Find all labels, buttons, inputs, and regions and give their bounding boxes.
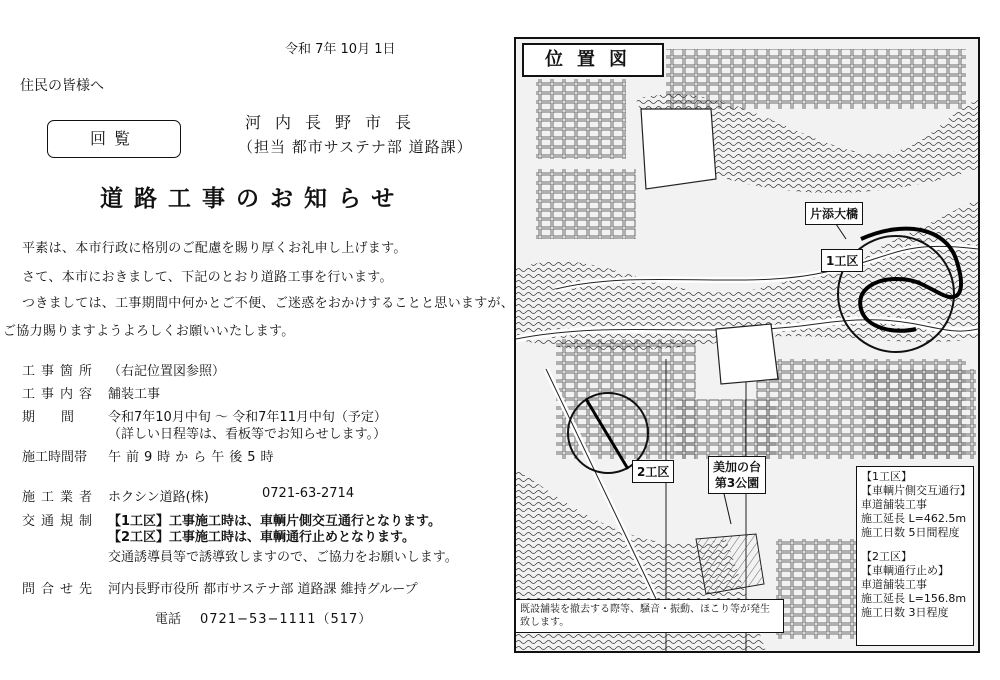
- contact-label: 問合せ先: [22, 582, 99, 597]
- map-title: 位置図: [522, 43, 664, 77]
- legend-zone2-days: 施工日数 3日程度: [861, 606, 949, 619]
- legend-zone1-regulation: 【車輌片側交互通行】: [861, 484, 971, 497]
- location-label: 工事箇所: [22, 364, 99, 379]
- recipient: 住民の皆様へ: [20, 78, 104, 94]
- legend-zone1-length: 施工延長 L=462.5m: [861, 512, 967, 525]
- map-note: 既設舗装を撤去する際等、騒音・振動、ほこり等が発生致します。: [514, 599, 784, 633]
- period-label: 期 間: [22, 410, 75, 425]
- park-label-line-1: 美加の台: [713, 460, 762, 474]
- intro-line-2: さて、本市におきまして、下記のとおり道路工事を行います。: [22, 270, 393, 285]
- period-value: 令和7年10月中旬 ～ 令和7年11月中旬（予定）: [108, 410, 387, 425]
- location-map: [514, 37, 980, 653]
- traffic-zone-2: 【2工区】工事施工時は、車輌通行止めとなります。: [108, 530, 416, 545]
- notice-date: 令和 7年 10月 1日: [285, 42, 396, 57]
- intro-line-4: ご協力賜りますようよろしくお願いいたします。: [3, 324, 295, 339]
- sender: 河内長野市長: [245, 113, 426, 132]
- zone-1-label: 1工区: [821, 249, 863, 272]
- phone-label: 電話: [155, 612, 182, 627]
- bridge-label: 片添大橋: [805, 202, 863, 225]
- legend-zone1-days: 施工日数 5日間程度: [861, 526, 960, 539]
- traffic-note: 交通誘導員等で誘導致しますので、ご協力をお願いします。: [108, 550, 458, 565]
- content-label: 工事内容: [22, 387, 99, 402]
- content-value: 舗装工事: [108, 387, 161, 402]
- circular-label: 回覧: [47, 120, 181, 158]
- contractor-name: ホクシン道路(株): [108, 490, 209, 505]
- location-value: （右記位置図参照）: [108, 364, 226, 379]
- legend-zone2-title: 【2工区】: [861, 550, 912, 563]
- legend-zone1-work: 車道舗装工事: [861, 498, 927, 511]
- phone-value: 0721−53−1111（517）: [200, 612, 373, 627]
- contractor-label: 施工業者: [22, 490, 99, 505]
- legend-zone1-title: 【1工区】: [861, 470, 912, 483]
- legend-zone2-length: 施工延長 L=156.8m: [861, 592, 967, 605]
- intro-line-3: つきましては、工事期間中何かとご不便、ご迷惑をおかけすることと思いますが、: [22, 296, 515, 311]
- legend-zone2-regulation: 【車輌通行止め】: [861, 564, 949, 577]
- legend-zone2-work: 車道舗装工事: [861, 578, 927, 591]
- park-label-line-2: 第3公園: [714, 476, 760, 490]
- period-note: （詳しい日程等は、看板等でお知らせします。）: [108, 427, 387, 442]
- hours-label: 施工時間帯: [22, 450, 88, 465]
- park-label: [708, 456, 766, 494]
- intro-line-1: 平素は、本市行政に格別のご配慮を賜り厚くお礼申し上げます。: [22, 241, 407, 256]
- notice-title: 道路工事のお知らせ: [100, 186, 406, 212]
- traffic-label: 交通規制: [22, 514, 99, 529]
- map-legend: [856, 466, 974, 646]
- traffic-zone-1: 【1工区】工事施工時は、車輌片側交互通行となります。: [108, 514, 442, 529]
- hours-value: 午前9時から午後5時: [108, 450, 279, 465]
- department: （担当 都市サステナ部 道路課）: [238, 138, 473, 156]
- contractor-phone: 0721-63-2714: [262, 486, 355, 501]
- zone-2-label: 2工区: [632, 460, 674, 483]
- contact-value: 河内長野市役所 都市サステナ部 道路課 維持グループ: [108, 582, 418, 597]
